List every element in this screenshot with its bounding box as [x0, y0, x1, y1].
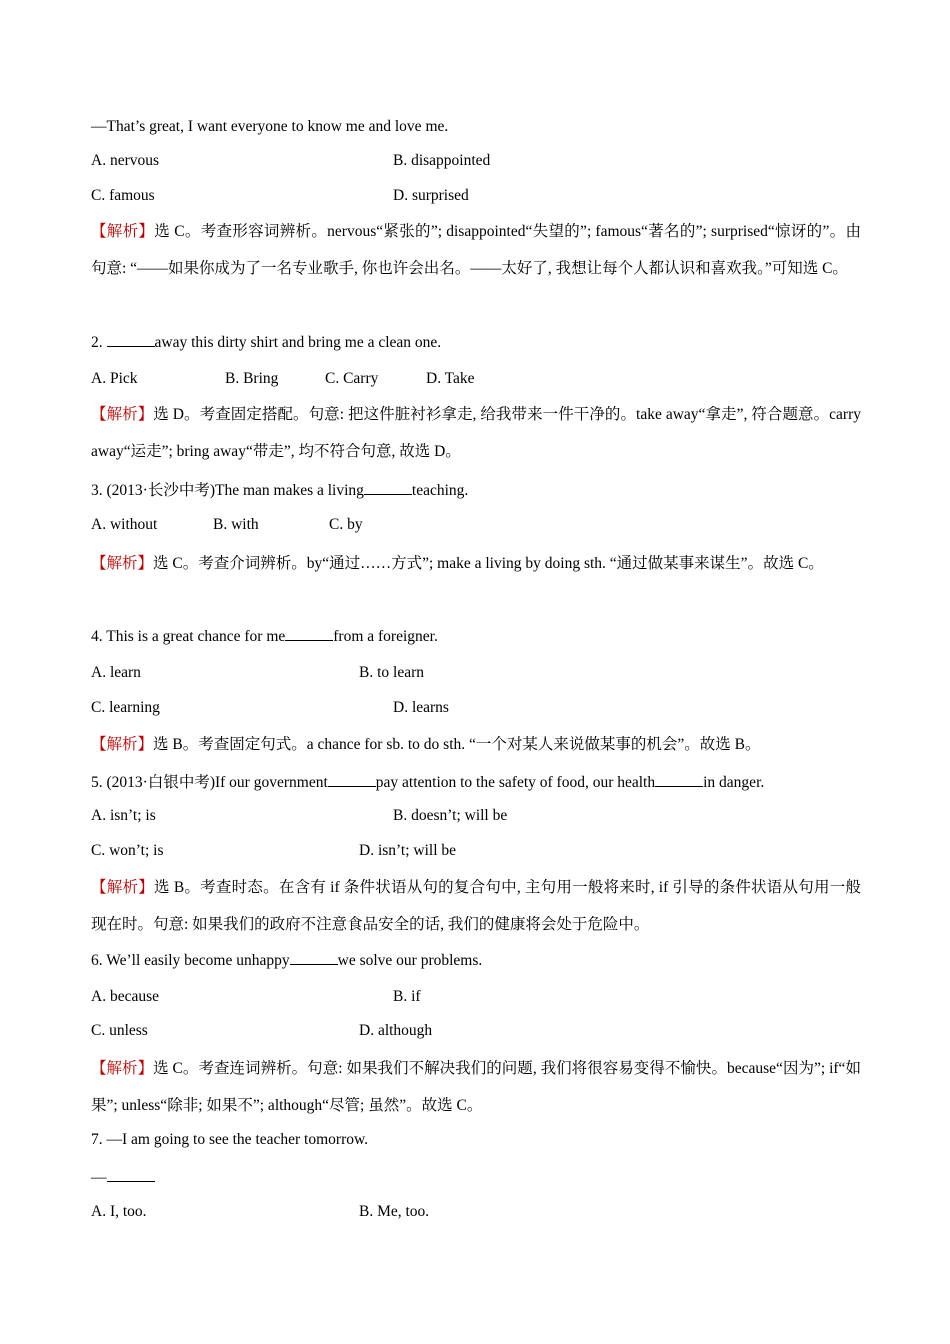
- q4-stem-after: from a foreigner.: [333, 628, 438, 645]
- analysis-tag: 【解析】: [91, 879, 154, 896]
- q1-option-d: D. surprised: [393, 187, 469, 204]
- q2-option-d: D. Take: [426, 370, 475, 387]
- q6-option-c: C. unless: [91, 1022, 148, 1039]
- q5-stem-before: 5. (2013·白银中考)If our government: [91, 774, 328, 791]
- q1-option-c: C. famous: [91, 187, 155, 204]
- q2-stem-text: away this dirty shirt and bring me a clean one.: [154, 334, 442, 351]
- q2-analysis-text: 选 D。考查固定搭配。句意: 把这件脏衬衫拿走, 给我带来一件干净的。take away“拿走”, 符合题意。carry away“运走”; bring away“带走”, 均不符合句意, 故选 D。: [91, 406, 861, 460]
- answer-blank: [107, 332, 155, 347]
- analysis-tag: 【解析】: [91, 223, 155, 240]
- q5-option-d: D. isn’t; will be: [359, 842, 457, 859]
- q4-option-a: A. learn: [91, 664, 141, 681]
- q6-analysis-text: 选 C。考查连词辨析。句意: 如果我们不解决我们的问题, 我们将很容易变得不愉快。because“因为”; if“如果”; unless“除非; 如果不”; although“尽管; 虽然”。故选 C。: [91, 1060, 861, 1114]
- q5-stem-mid: pay attention to the safety of food, our health: [375, 774, 656, 791]
- q7-option-b: B. Me, too.: [359, 1203, 430, 1220]
- q5-analysis: [91, 869, 861, 943]
- q5-option-c: C. won’t; is: [91, 842, 164, 859]
- q6-option-b: B. if: [393, 988, 421, 1005]
- q3-analysis-text: 选 C。考查介词辨析。by“通过……方式”; make a living by doing sth. “通过做某事来谋生”。故选 C。: [153, 555, 824, 572]
- q3-stem-after: teaching.: [411, 482, 469, 499]
- q5-option-b: B. doesn’t; will be: [393, 807, 508, 824]
- q2-number: 2.: [91, 334, 103, 351]
- q4-stem: [91, 626, 438, 647]
- answer-blank: [290, 950, 338, 965]
- q6-stem-before: 6. We’ll easily become unhappy: [91, 952, 290, 969]
- answer-blank: [364, 480, 412, 495]
- q6-stem: [91, 950, 482, 971]
- q2-stem: [91, 332, 441, 353]
- q4-analysis: [91, 726, 861, 763]
- q3-option-c: C. by: [329, 516, 363, 533]
- q7-stem: 7. —I am going to see the teacher tomorrow.: [91, 1131, 369, 1148]
- q4-option-d: D. learns: [393, 699, 449, 716]
- q5-analysis-text: 选 B。考查时态。在含有 if 条件状语从句的复合句中, 主句用一般将来时, if 引导的条件状语从句用一般现在时。句意: 如果我们的政府不注意食品安全的话, 我们的健康将会处于危险中。: [91, 879, 861, 933]
- answer-blank: [285, 626, 333, 641]
- q3-analysis: [91, 545, 861, 582]
- q3-stem: [91, 480, 468, 501]
- q2-option-a: A. Pick: [91, 370, 138, 387]
- q4-analysis-text: 选 B。考查固定句式。a chance for sb. to do sth. “一个对某人来说做某事的机会”。故选 B。: [153, 736, 761, 753]
- answer-blank: [107, 1167, 155, 1182]
- q7-reply: [91, 1167, 155, 1188]
- q5-stem: [91, 772, 764, 793]
- q2-option-c: C. Carry: [325, 370, 379, 387]
- q1-option-b: B. disappointed: [393, 152, 491, 169]
- q6-analysis: [91, 1050, 861, 1124]
- q2-analysis: [91, 396, 861, 470]
- q3-option-b: B. with: [213, 516, 259, 533]
- analysis-tag: 【解析】: [91, 736, 154, 753]
- q1-option-a: A. nervous: [91, 152, 160, 169]
- q6-option-a: A. because: [91, 988, 159, 1005]
- q7-reply-dash: —: [91, 1169, 107, 1186]
- q2-option-b: B. Bring: [225, 370, 279, 387]
- q4-option-c: C. learning: [91, 699, 160, 716]
- q1-analysis: [91, 213, 861, 287]
- analysis-tag: 【解析】: [91, 555, 154, 572]
- q4-option-b: B. to learn: [359, 664, 424, 681]
- q3-stem-before: 3. (2013·长沙中考)The man makes a living: [91, 482, 364, 499]
- q6-stem-after: we solve our problems.: [337, 952, 483, 969]
- q1-reply: —That’s great, I want everyone to know me and love me.: [91, 118, 449, 135]
- q3-option-a: A. without: [91, 516, 158, 533]
- q5-option-a: A. isn’t; is: [91, 807, 156, 824]
- q4-stem-before: 4. This is a great chance for me: [91, 628, 286, 645]
- analysis-tag: 【解析】: [91, 1060, 154, 1077]
- answer-blank: [655, 772, 703, 787]
- q6-option-d: D. although: [359, 1022, 433, 1039]
- q7-option-a: A. I, too.: [91, 1203, 147, 1220]
- answer-blank: [328, 772, 376, 787]
- q5-stem-after: in danger.: [703, 774, 765, 791]
- q1-analysis-text: 选 C。考查形容词辨析。nervous“紧张的”; disappointed“失望的”; famous“著名的”; surprised“惊讶的”。由句意: “——如果你成为了一名专业歌手, 你也许会出名。——太好了, 我想让每个人都认识和喜欢我。”可知选 C。: [91, 223, 861, 277]
- analysis-tag: 【解析】: [91, 406, 154, 423]
